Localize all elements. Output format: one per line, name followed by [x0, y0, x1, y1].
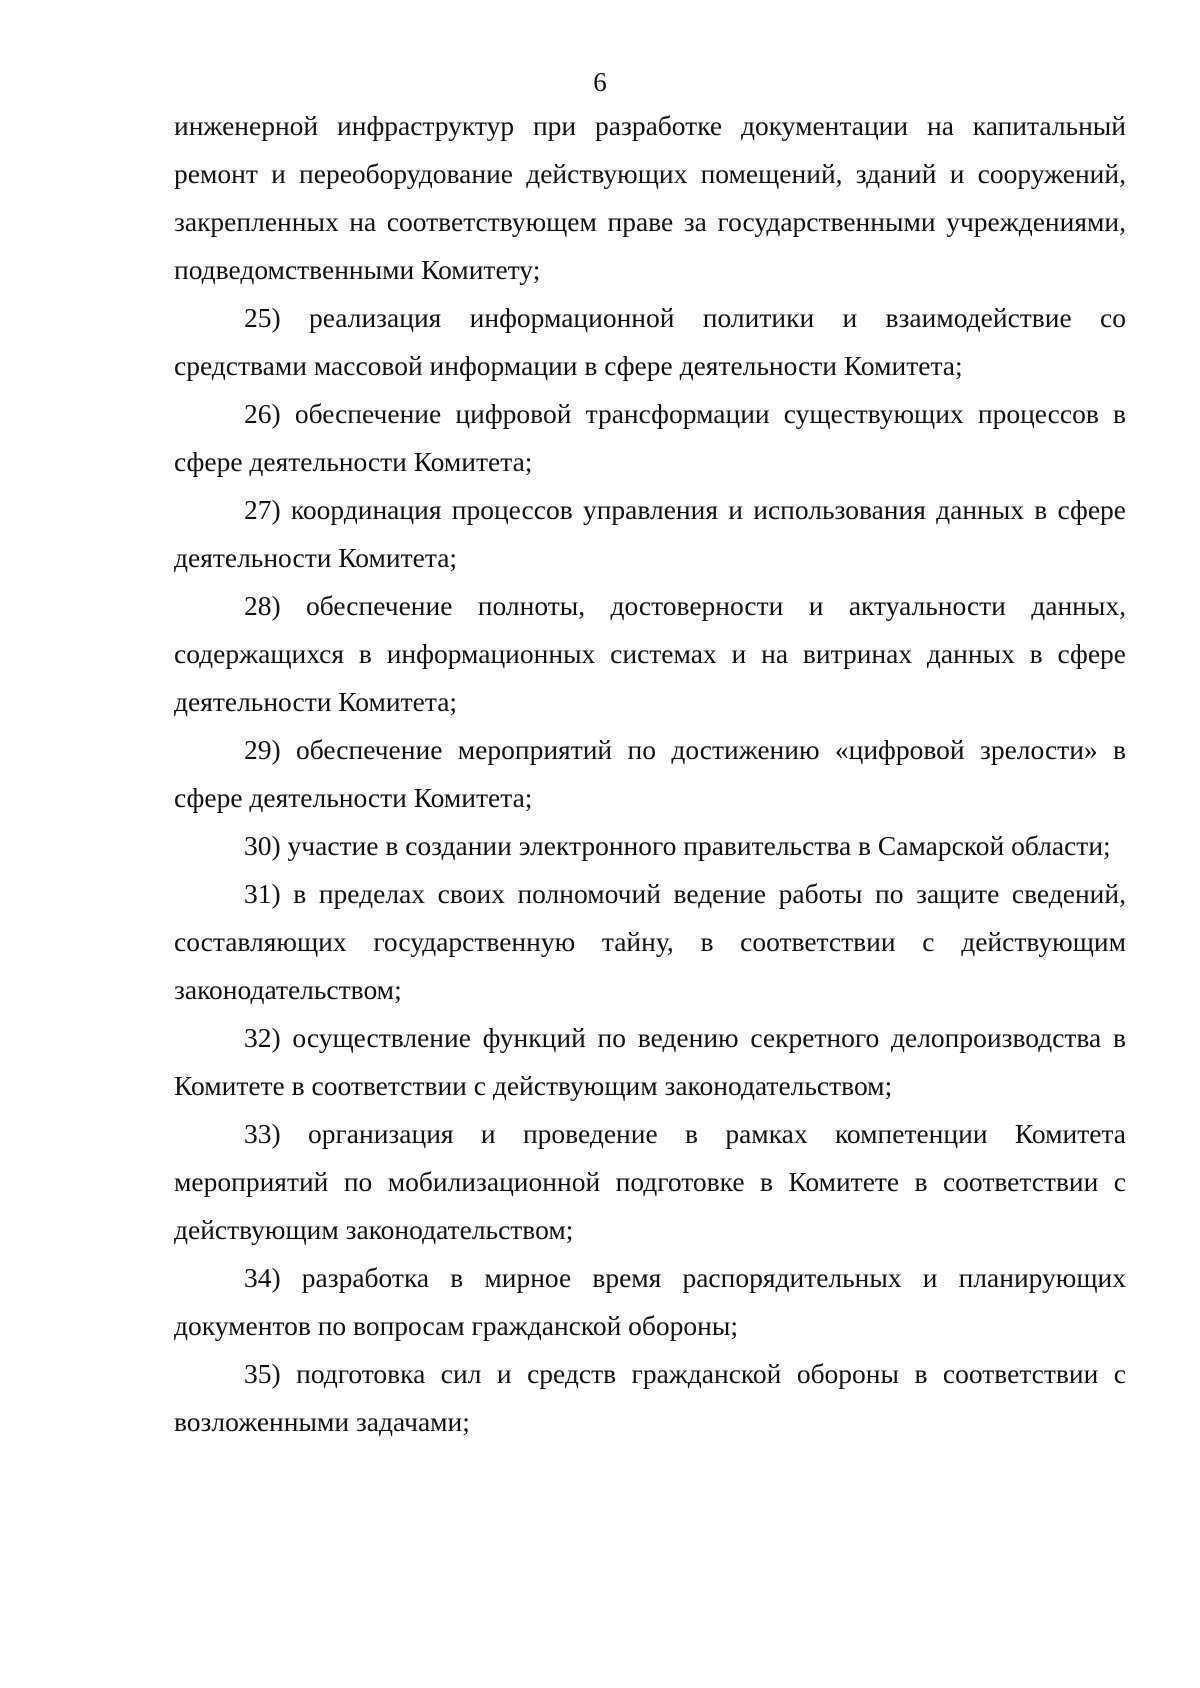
list-item-33: 33) организация и проведение в рамках компетенции Комитета мероприятий по мобилизационной подготовке в Комитете в соответствии с действующим законодательством;: [174, 1118, 1126, 1245]
list-item-30: 30) участие в создании электронного правительства в Самарской области;: [244, 830, 1111, 861]
list-item-34: 34) разработка в мирное время распорядительных и планирующих документов по вопросам гражданской обороны;: [174, 1262, 1126, 1341]
page-number: 6: [593, 67, 607, 97]
list-item-32: 32) осуществление функций по ведению секретного делопроизводства в Комитете в соответствии с действующим законодательством;: [174, 1022, 1126, 1101]
document-body: [174, 102, 1126, 1446]
paragraph-continued: инженерной инфраструктур при разработке документации на капитальный ремонт и переоборудование действующих помещений, зданий и сооружений, закрепленных на соответствующем праве за государственными учреждениями, подведомственными Комитету;: [174, 110, 1126, 285]
list-item-31: 31) в пределах своих полномочий ведение работы по защите сведений, составляющих государственную тайну, в соответствии с действующим законодательством;: [174, 878, 1126, 1005]
list-item-25: 25) реализация информационной политики и взаимодействие со средствами массовой информации в сфере деятельности Комитета;: [174, 302, 1126, 381]
list-item-27: 27) координация процессов управления и использования данных в сфере деятельности Комитета;: [174, 494, 1126, 573]
list-item-26: 26) обеспечение цифровой трансформации существующих процессов в сфере деятельности Комитета;: [174, 398, 1126, 477]
list-item-28: 28) обеспечение полноты, достоверности и актуальности данных, содержащихся в информационных системах и на витринах данных в сфере деятельности Комитета;: [174, 590, 1126, 717]
list-item-35: 35) подготовка сил и средств гражданской обороны в соответствии с возложенными задачами;: [174, 1358, 1126, 1437]
list-item-29: 29) обеспечение мероприятий по достижению «цифровой зрелости» в сфере деятельности Комитета;: [174, 734, 1126, 813]
